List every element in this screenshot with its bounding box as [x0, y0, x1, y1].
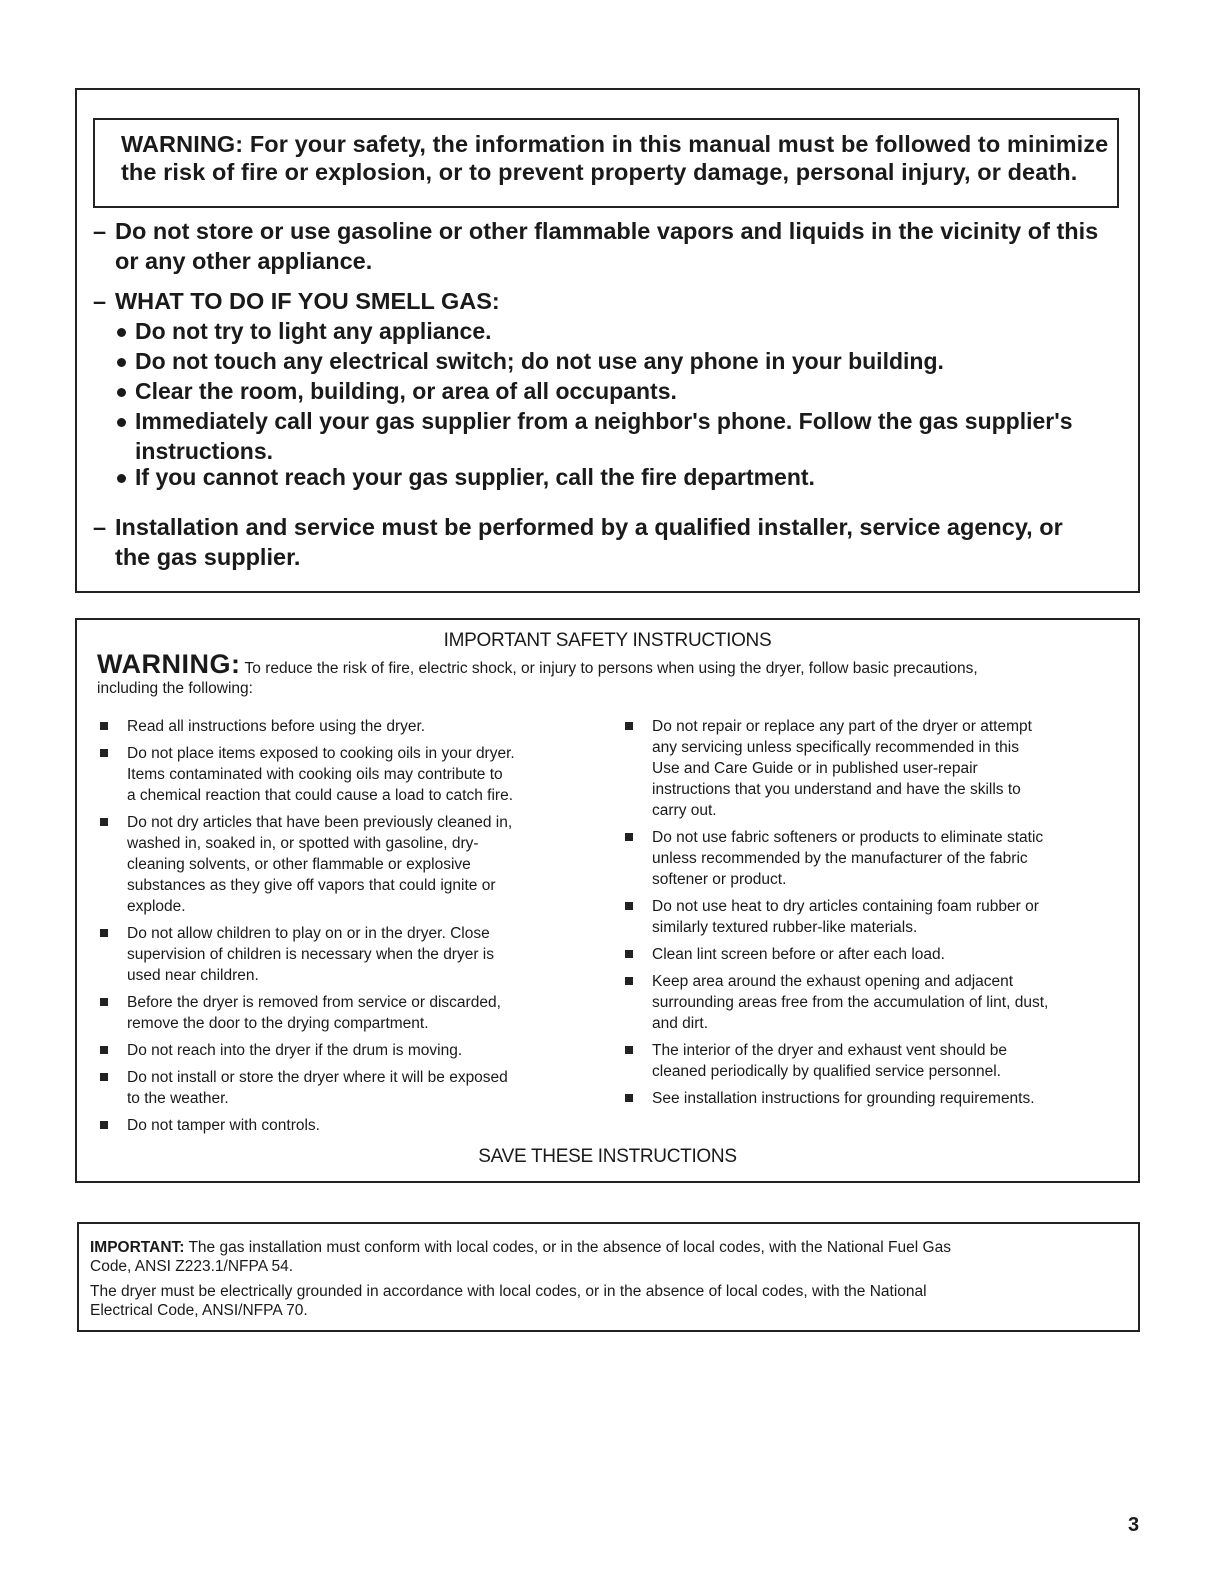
square-bullet-icon — [100, 929, 108, 937]
safety-list-item-text: Do not place items exposed to cooking oils in your dryer. — [127, 745, 515, 762]
gas-warning-headline-line: the risk of fire or explosion, or to prevent property damage, personal injury, or death. — [121, 159, 1078, 185]
safety-list-item-text: remove the door to the drying compartment. — [127, 1015, 429, 1032]
safety-list-item-text: softener or product. — [652, 871, 787, 888]
safety-list-item-text: Do not install or store the dryer where it will be exposed — [127, 1069, 508, 1086]
warning-word: WARNING: — [97, 649, 241, 679]
safety-list-item — [622, 971, 1122, 1034]
safety-list-left — [97, 716, 597, 1142]
safety-list-item-text: Do not reach into the dryer if the drum is moving. — [127, 1042, 463, 1059]
safety-title: IMPORTANT SAFETY INSTRUCTIONS — [443, 630, 772, 651]
safety-list-item-text: a chemical reaction that could cause a load to catch fire. — [127, 787, 513, 804]
safety-list-item-text: and dirt. — [652, 1015, 709, 1032]
bullet-dot-icon — [117, 328, 126, 337]
smell-gas-item — [117, 316, 1073, 346]
installation-line: Installation and service must be performed by a qualified installer, service agency, or — [115, 514, 1063, 540]
electrical-code-text: Electrical Code, ANSI/NFPA 70. — [90, 1302, 308, 1319]
safety-list-item — [97, 812, 597, 917]
safety-list-item-text: cleaned periodically by qualified service personnel. — [652, 1063, 1001, 1080]
save-instructions: SAVE THESE INSTRUCTIONS — [478, 1146, 737, 1167]
no-store-gasoline-item — [93, 216, 1098, 276]
electrical-code-paragraph — [90, 1282, 1138, 1320]
bullet-dot-icon — [117, 474, 126, 483]
safety-list-item-text: substances as they give off vapors that could ignite or — [127, 877, 496, 894]
no-store-gasoline-line: Do not store or use gasoline or other flammable vapors and liquids in the vicinity of this — [115, 218, 1099, 244]
safety-list-item-text: explode. — [127, 898, 186, 915]
safety-list-item — [622, 944, 1122, 965]
gas-warning-headline — [93, 118, 1119, 208]
safety-list-item-text: Do not dry articles that have been previously cleaned in, — [127, 814, 513, 831]
square-bullet-icon — [100, 998, 108, 1006]
safety-list-item-text: unless recommended by the manufacturer of the fabric — [652, 850, 1028, 867]
installation-line: the gas supplier. — [115, 544, 301, 570]
smell-gas-list — [117, 316, 1073, 492]
safety-list-item — [97, 716, 597, 737]
safety-list-item-text: The interior of the dryer and exhaust vent should be — [652, 1042, 1007, 1059]
safety-list-item-text: Do not use fabric softeners or products to eliminate static — [652, 829, 1044, 846]
safety-list-item-text: Clean lint screen before or after each load. — [652, 946, 945, 963]
safety-list-right — [622, 716, 1122, 1115]
safety-list-item — [97, 992, 597, 1034]
square-bullet-icon — [100, 1073, 108, 1081]
no-store-gasoline-line: or any other appliance. — [115, 248, 373, 274]
square-bullet-icon — [625, 977, 633, 985]
safety-list-item-text: supervision of children is necessary when the dryer is — [127, 946, 495, 963]
safety-list-item-text: Before the dryer is removed from service or discarded, — [127, 994, 501, 1011]
safety-list-item-text: instructions that you understand and have the skills to — [652, 781, 1021, 798]
safety-list-item-text: Read all instructions before using the dryer. — [127, 718, 426, 735]
safety-list-item — [97, 1040, 597, 1061]
safety-list-item-text: See installation instructions for grounding requirements. — [652, 1090, 1035, 1107]
smell-gas-heading: WHAT TO DO IF YOU SMELL GAS: — [115, 288, 500, 314]
square-bullet-icon — [625, 950, 633, 958]
smell-gas-item — [117, 346, 1073, 376]
safety-list-item-text: Keep area around the exhaust opening and adjacent — [652, 973, 1014, 990]
safety-list-item-text: Do not use heat to dry articles containing foam rubber or — [652, 898, 1039, 915]
smell-gas-item-text: Immediately call your gas supplier from a neighbor's phone. Follow the gas supplier's — [135, 408, 1073, 434]
safety-list-item — [97, 743, 597, 806]
square-bullet-icon — [100, 1121, 108, 1129]
installation-item — [93, 512, 1063, 572]
square-bullet-icon — [100, 1046, 108, 1054]
dash-marker: – — [93, 514, 107, 540]
square-bullet-icon — [100, 749, 108, 757]
square-bullet-icon — [625, 1046, 633, 1054]
important-label: IMPORTANT: — [90, 1239, 185, 1256]
square-bullet-icon — [100, 818, 108, 826]
safety-list-item — [622, 1088, 1122, 1109]
warning-text-continued: including the following: — [97, 680, 253, 697]
bullet-dot-icon — [117, 358, 126, 367]
smell-gas-item-text: Do not touch any electrical switch; do not use any phone in your building. — [135, 348, 944, 374]
smell-gas-item — [117, 462, 1073, 492]
safety-list-item — [97, 1067, 597, 1109]
dash-marker: – — [93, 288, 107, 314]
electrical-code-text: The dryer must be electrically grounded in accordance with local codes, or in the absence of local codes, with the National — [90, 1283, 927, 1300]
safety-list-item — [622, 896, 1122, 938]
page-number: 3 — [1128, 1514, 1140, 1536]
smell-gas-item-text: If you cannot reach your gas supplier, call the fire department. — [135, 464, 815, 490]
gas-code-text: The gas installation must conform with local codes, or in the absence of local codes, with the National Fuel Gas — [188, 1239, 951, 1256]
square-bullet-icon — [625, 722, 633, 730]
safety-list-item-text: Do not repair or replace any part of the dryer or attempt — [652, 718, 1032, 735]
smell-gas-item — [117, 376, 1073, 406]
bullet-dot-icon — [117, 388, 126, 397]
square-bullet-icon — [625, 833, 633, 841]
safety-list-item-text: Use and Care Guide or in published user-repair — [652, 760, 978, 777]
safety-list-item-text: any servicing unless specifically recommended in this — [652, 739, 1019, 756]
important-note-box — [77, 1222, 1140, 1332]
warning-text: To reduce the risk of fire, electric shock, or injury to persons when using the dryer, follow basic precautions, — [244, 660, 978, 677]
safety-list-item — [622, 827, 1122, 890]
safety-list-item-text: Items contaminated with cooking oils may contribute to — [127, 766, 503, 783]
smell-gas-item-text: Clear the room, building, or area of all occupants. — [135, 378, 677, 404]
square-bullet-icon — [100, 722, 108, 730]
safety-list-item-text: cleaning solvents, or other flammable or explosive — [127, 856, 471, 873]
safety-list-item — [97, 923, 597, 986]
smell-gas-item-text: Do not try to light any appliance. — [135, 318, 492, 344]
safety-list-item-text: used near children. — [127, 967, 259, 984]
safety-list-item-text: to the weather. — [127, 1090, 229, 1107]
gas-warning-headline-line: WARNING: For your safety, the information in this manual must be followed to minimize — [121, 131, 1109, 157]
safety-list-item-text: surrounding areas free from the accumulation of lint, dust, — [652, 994, 1049, 1011]
square-bullet-icon — [625, 902, 633, 910]
safety-list-item — [622, 716, 1122, 821]
safety-list-item — [622, 1040, 1122, 1082]
safety-list-item — [97, 1115, 597, 1136]
safety-list-item-text: similarly textured rubber-like materials. — [652, 919, 918, 936]
square-bullet-icon — [625, 1094, 633, 1102]
safety-list-item-text: washed in, soaked in, or spotted with gasoline, dry- — [127, 835, 479, 852]
smell-gas-item — [117, 406, 1073, 462]
safety-list-item-text: Do not tamper with controls. — [127, 1117, 320, 1134]
smell-gas-item-text: instructions. — [135, 438, 274, 464]
gas-code-paragraph — [90, 1238, 1138, 1276]
gas-code-text: Code, ANSI Z223.1/NFPA 54. — [90, 1258, 294, 1275]
dash-marker: – — [93, 218, 107, 244]
safety-warning — [97, 649, 978, 699]
safety-list-item-text: carry out. — [652, 802, 717, 819]
smell-gas-heading-item — [93, 286, 500, 316]
safety-instructions-box — [75, 618, 1140, 1183]
gas-warning-box — [75, 88, 1140, 593]
safety-list-item-text: Do not allow children to play on or in the dryer. Close — [127, 925, 490, 942]
bullet-dot-icon — [117, 418, 126, 427]
